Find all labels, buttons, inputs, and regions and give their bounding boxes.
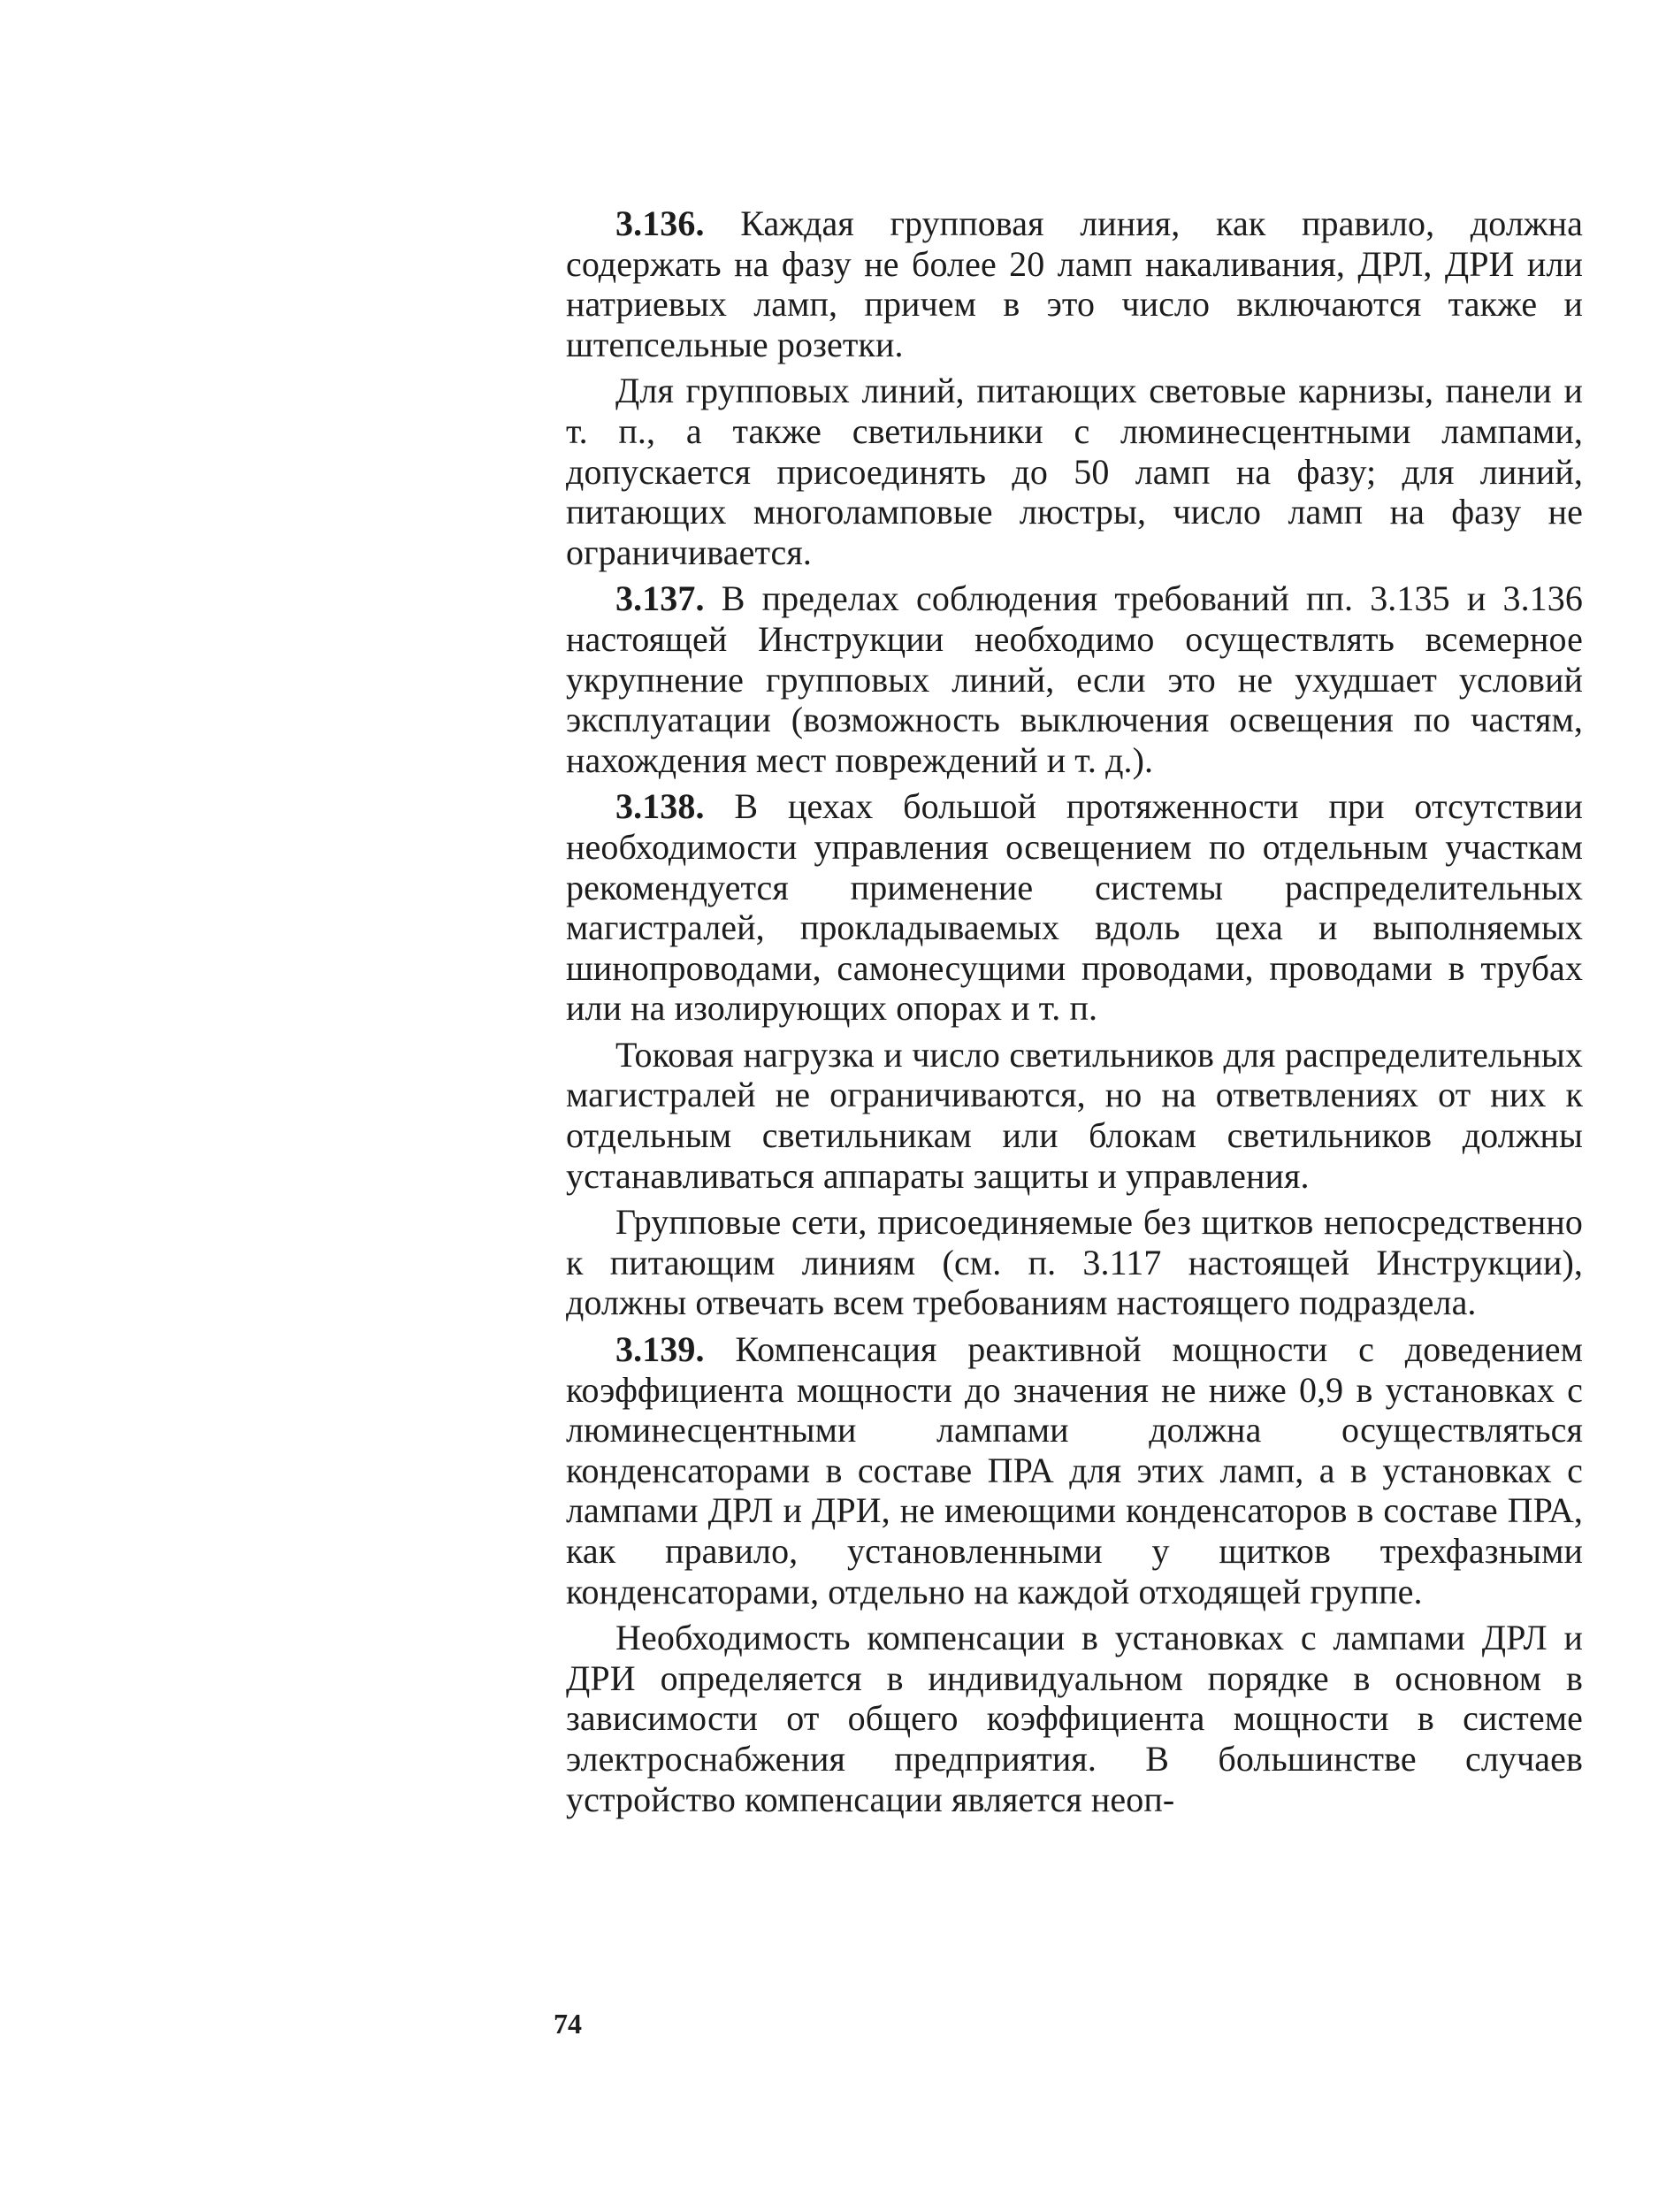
paragraph-text: В цехах большой протяженности при отсутствии необходимости управления освещением по отдельным участкам рекомендуется применение системы распределительных магистралей, прокладываемых вдоль цеха и выполняемых шинопроводами, самонесущими проводами, проводами в трубах или на изолирующих опорах и т. п. [566, 786, 1583, 1029]
paragraph-text: Необходимость компенсации в установках с лампами ДРЛ и ДРИ определяется в индивидуальном порядке в основном в зависимости от общего коэффициента мощности в системе электроснабжения предприятия. В большинстве случаев устройство компенсации является неоп- [566, 1618, 1583, 1819]
clause-number: 3.138. [615, 786, 705, 827]
paragraph-3-138-load [566, 1035, 1583, 1196]
paragraph-text: Групповые сети, присоединяемые без щитков непосредственно к питающим линиям (см. п. 3.117 настоящей Инструкции), должны отвечать всем требованиям настоящего подраздела. [566, 1202, 1583, 1323]
paragraph-3-136 [566, 203, 1583, 364]
paragraph-3-138 [566, 786, 1583, 1029]
paragraph-text: Каждая групповая линия, как правило, должна содержать на фазу не более 20 ламп накаливания, ДРЛ, ДРИ или натриевых ламп, причем в это число включаются также и штепсельные розетки. [566, 203, 1583, 364]
paragraph-text: Для групповых линий, питающих световые карнизы, панели и т. п., а также светильники с люминесцентными лампами, допускается присоединять до 50 ламп на фазу; для линий, питающих многоламповые люстры, число ламп на фазу не ограничивается. [566, 371, 1583, 572]
paragraph-text: Токовая нагрузка и число светильников для распределительных магистралей не ограничиваются, но на ответвлениях от них к отдельным светильникам или блокам светильников должны устанавливаться аппараты защиты и управления. [566, 1034, 1583, 1196]
paragraph-3-137 [566, 578, 1583, 780]
paragraph-text: В пределах соблюдения требований пп. 3.135 и 3.136 настоящей Инструкции необходимо осуществлять всемерное укрупнение групповых линий, если это не ухудшает условий эксплуатации (возможность выключения освещения по частям, нахождения мест повреждений и т. д.). [566, 578, 1583, 780]
paragraph-3-139-continued [566, 1618, 1583, 1819]
paragraph-3-139 [566, 1329, 1583, 1611]
clause-number: 3.139. [615, 1329, 705, 1370]
clause-number: 3.136. [615, 203, 705, 243]
paragraph-3-136-continued [566, 371, 1583, 572]
clause-number: 3.137. [615, 578, 705, 619]
paragraph-text: Компенсация реактивной мощности с доведением коэффициента мощности до значения не ниже 0,9 в установках с люминесцентными лампами должна осуществляться конденсаторами в составе ПРА для этих ламп, а в установках с лампами ДРЛ и ДРИ, не имеющими конденсаторов в составе ПРА, как правило, установленными у щитков трехфазными конденсаторами, отдельно на каждой отходящей группе. [566, 1329, 1583, 1611]
paragraph-3-138-networks [566, 1202, 1583, 1323]
page-number: 74 [554, 2008, 582, 2040]
body-text [566, 203, 1583, 1825]
